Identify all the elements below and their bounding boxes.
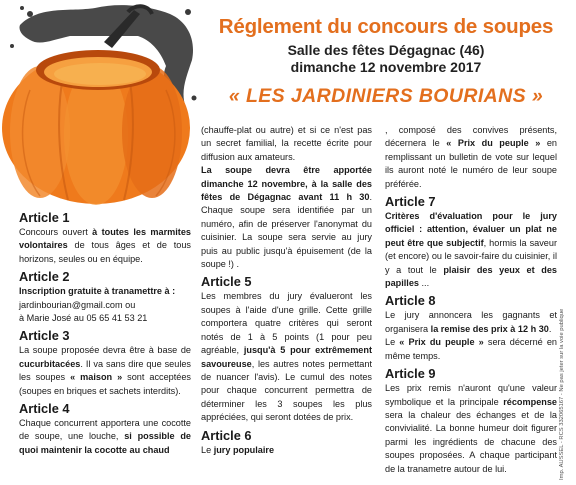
printer-note: Imp. AUSSEL - RCS 332065167 - Ne pas jeter sur la voie publique xyxy=(559,308,565,480)
article-5-heading: Article 5 xyxy=(201,274,252,290)
contact-phone: à Marie José au 05 65 41 53 21 xyxy=(19,313,148,324)
pumpkin xyxy=(2,50,190,205)
article-9-text: Les prix remis n'auront qu'une valeur symbolique et la principale récompense sera la chaleur des échanges et de la convivialité. La bonne humeur doit figurer parmi les ingrédients de chacune des soupes proposées. A chaque participant de la tranametre autour de lui. xyxy=(385,383,557,474)
article-1-text: Concours ouvert à toutes les marmites volontaires de tous âges et de tous horizons, seules ou en équipe. xyxy=(19,227,191,264)
article-4-heading: Article 4 xyxy=(19,401,70,417)
venue-line: Salle des fêtes Dégagnac (46) xyxy=(287,42,485,58)
article-5-text: Les membres du jury évalueront les soupes à l'aide d'une grille. Cette grille comportera quatre critères qui seront notés de 1 à 5 points (1 pour peu agréable, jusqu'à 5 pour extrêmement savoureuse, les autres notes permettant de nuancer l'avis). Le cumul des notes pour chaque concurrent permettra de déterminer les 3 soupes les plus appréciées, qui seront dotées de prix. xyxy=(201,291,372,423)
article-4-text-part-3: La soupe devra être apportée dimanche 12 novembre, à la salle des fêtes de Dégagnac avant 11 h 30. Chaque soupe sera identifiée par un numéro, afin de préserver l'anonymat du cuisinier. La soupe sera servie au jury puis au public jusqu'à épuisement (de la soupe !) . xyxy=(201,165,372,270)
column-3 xyxy=(385,124,557,476)
article-2-heading: Article 2 xyxy=(19,269,70,285)
article-8-text: Le jury annoncera les gagnants et organisera la remise des prix à 12 h 30. xyxy=(385,310,557,334)
article-7-heading: Article 7 xyxy=(385,194,436,210)
contact-email: jardinbourian@gmail.com xyxy=(19,299,123,310)
article-6-text-part-2: , composé des convives présents, décernera le « Prix du peuple » en remplissant un bulletin de vote sur lequel ils auront noté le numéro de leur soupe préférée. xyxy=(385,125,558,189)
article-1-heading: Article 1 xyxy=(19,210,70,225)
article-2-text: Inscription gratuite à tranamettre à : jardinbourian@gmail.com ou à Marie José au 05 65 41 53 21 xyxy=(19,286,176,324)
article-7-text: Critères d'évaluation pour le jury officiel : attention, évaluer un plat ne peut être que subjectif, hormis la saveur (et encore) ou le savoir-faire du cuisinier, il y a tout le plaisir des yeux et des papilles ... xyxy=(385,211,557,289)
article-8-heading: Article 8 xyxy=(385,293,436,309)
date-line: dimanche 12 novembre 2017 xyxy=(290,59,482,75)
pumpkin-illustration xyxy=(0,0,200,205)
article-3-text: La soupe proposée devra être à base de cucurbitacées. Il va sans dire que seules les soupes « maison » sont acceptées (soupes en briques et sachets interdits). xyxy=(19,345,191,396)
column-2 xyxy=(201,124,372,457)
article-6-heading: Article 6 xyxy=(201,427,252,443)
article-4-text-part-2: (chauffe-plat ou autre) et si ce n'est pas un secret familial, la recette écrite pour diffusion aux amateurs. xyxy=(201,125,372,162)
page-title: Réglement du concours de soupes xyxy=(218,15,554,38)
article-3-heading: Article 3 xyxy=(19,328,70,344)
article-8-text-2: Le « Prix du peuple » sera décerné en même temps. xyxy=(385,337,558,361)
column-1 xyxy=(19,210,191,457)
article-4-text-part-1: Chaque concurrent apportera une cocotte de soupe, une louche, si possible de quoi maintenir la cocotte au chaud xyxy=(19,418,191,455)
article-6-text-part-1: Le jury populaire xyxy=(201,444,275,455)
poster-header xyxy=(196,15,576,108)
association-tagline: « LES JARDINIERS BOURIANS » xyxy=(228,85,544,107)
article-9-heading: Article 9 xyxy=(385,366,436,382)
